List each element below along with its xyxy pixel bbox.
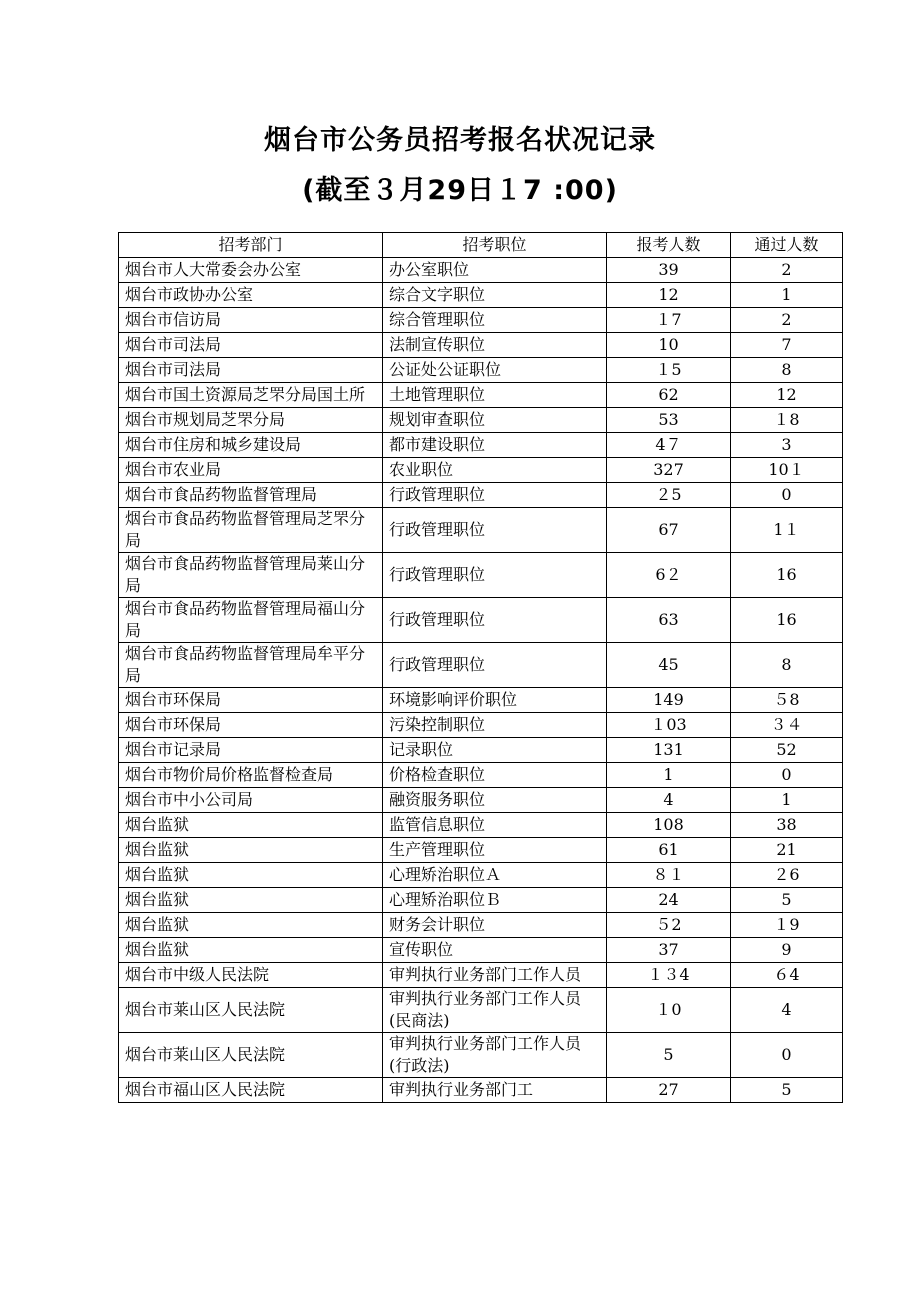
cell-department: 烟台市莱山区人民法院 <box>119 1033 383 1078</box>
cell-position: 都市建设职位 <box>383 433 607 458</box>
cell-position: 融资服务职位 <box>383 788 607 813</box>
cell-applicants: 61 <box>607 838 731 863</box>
cell-passed: 52 <box>731 738 843 763</box>
cell-position: 法制宣传职位 <box>383 333 607 358</box>
cell-position: 监管信息职位 <box>383 813 607 838</box>
cell-position: 记录职位 <box>383 738 607 763</box>
cell-position: 行政管理职位 <box>383 643 607 688</box>
table-body <box>119 258 843 1103</box>
cell-passed: 16 <box>731 553 843 598</box>
cell-position: 价格检查职位 <box>383 763 607 788</box>
cell-passed: ３４ <box>731 713 843 738</box>
table-row <box>119 888 843 913</box>
cell-department: 烟台监狱 <box>119 913 383 938</box>
cell-department: 烟台市住房和城乡建设局 <box>119 433 383 458</box>
cell-position: 审判执行业务部门工 <box>383 1078 607 1103</box>
cell-position: 生产管理职位 <box>383 838 607 863</box>
cell-department: 烟台市农业局 <box>119 458 383 483</box>
cell-department: 烟台市记录局 <box>119 738 383 763</box>
table-row <box>119 553 843 598</box>
table-row <box>119 738 843 763</box>
cell-passed: ２6 <box>731 863 843 888</box>
cell-applicants: 6２ <box>607 553 731 598</box>
cell-department: 烟台市食品药物监督管理局芝罘分局 <box>119 508 383 553</box>
cell-position: 公证处公证职位 <box>383 358 607 383</box>
cell-position: 规划审查职位 <box>383 408 607 433</box>
table-row <box>119 283 843 308</box>
cell-applicants: 10 <box>607 333 731 358</box>
table-row <box>119 433 843 458</box>
cell-applicants: 67 <box>607 508 731 553</box>
cell-applicants: 53 <box>607 408 731 433</box>
cell-department: 烟台监狱 <box>119 938 383 963</box>
table-row <box>119 408 843 433</box>
cell-applicants: 131 <box>607 738 731 763</box>
table-row <box>119 813 843 838</box>
cell-passed: 7 <box>731 333 843 358</box>
cell-position: 心理矫治职位Ａ <box>383 863 607 888</box>
records-table <box>118 232 843 1103</box>
cell-passed: 38 <box>731 813 843 838</box>
table-row <box>119 688 843 713</box>
cell-passed: 2 <box>731 308 843 333</box>
cell-department: 烟台市信访局 <box>119 308 383 333</box>
cell-passed: ６4 <box>731 963 843 988</box>
cell-passed: １9 <box>731 913 843 938</box>
cell-applicants: ８１ <box>607 863 731 888</box>
cell-department: 烟台市食品药物监督管理局 <box>119 483 383 508</box>
table-row <box>119 963 843 988</box>
cell-department: 烟台监狱 <box>119 888 383 913</box>
header-department: 招考部门 <box>119 233 383 258</box>
cell-applicants: 1 <box>607 763 731 788</box>
cell-applicants: 39 <box>607 258 731 283</box>
cell-department: 烟台市福山区人民法院 <box>119 1078 383 1103</box>
cell-department: 烟台市环保局 <box>119 713 383 738</box>
cell-department: 烟台市食品药物监督管理局牟平分局 <box>119 643 383 688</box>
cell-applicants: １5 <box>607 358 731 383</box>
cell-applicants: 12 <box>607 283 731 308</box>
cell-position: 行政管理职位 <box>383 553 607 598</box>
cell-position: 行政管理职位 <box>383 598 607 643</box>
table-row <box>119 383 843 408</box>
cell-passed: 8 <box>731 358 843 383</box>
cell-position: 污染控制职位 <box>383 713 607 738</box>
cell-passed: １8 <box>731 408 843 433</box>
cell-department: 烟台市人大常委会办公室 <box>119 258 383 283</box>
cell-passed: 1１ <box>731 508 843 553</box>
table-row <box>119 458 843 483</box>
cell-passed: 3 <box>731 433 843 458</box>
cell-applicants: １7 <box>607 308 731 333</box>
header-passed: 通过人数 <box>731 233 843 258</box>
cell-position: 土地管理职位 <box>383 383 607 408</box>
cell-applicants: 4７ <box>607 433 731 458</box>
header-position: 招考职位 <box>383 233 607 258</box>
table-row <box>119 913 843 938</box>
page-subtitle: (截至３月29日１7 :00) <box>302 175 618 206</box>
header-applicants: 报考人数 <box>607 233 731 258</box>
cell-department: 烟台市政协办公室 <box>119 283 383 308</box>
cell-position: 宣传职位 <box>383 938 607 963</box>
cell-department: 烟台监狱 <box>119 813 383 838</box>
cell-department: 烟台市司法局 <box>119 333 383 358</box>
cell-passed: 8 <box>731 643 843 688</box>
table-row <box>119 483 843 508</box>
table-row <box>119 508 843 553</box>
cell-department: 烟台市食品药物监督管理局莱山分局 <box>119 553 383 598</box>
cell-passed: ５8 <box>731 688 843 713</box>
table-row <box>119 1033 843 1078</box>
cell-passed: 21 <box>731 838 843 863</box>
cell-applicants: 24 <box>607 888 731 913</box>
table-row <box>119 598 843 643</box>
cell-passed: 16 <box>731 598 843 643</box>
cell-passed: 12 <box>731 383 843 408</box>
cell-department: 烟台监狱 <box>119 863 383 888</box>
cell-position: 综合管理职位 <box>383 308 607 333</box>
table-row <box>119 713 843 738</box>
cell-applicants: 4 <box>607 788 731 813</box>
cell-department: 烟台市物价局价格监督检查局 <box>119 763 383 788</box>
table-row <box>119 838 843 863</box>
cell-applicants: 108 <box>607 813 731 838</box>
table-row <box>119 788 843 813</box>
cell-position: 审判执行业务部门工作人员 <box>383 963 607 988</box>
cell-applicants: 45 <box>607 643 731 688</box>
cell-department: 烟台市司法局 <box>119 358 383 383</box>
table-row <box>119 643 843 688</box>
cell-passed: 9 <box>731 938 843 963</box>
cell-passed: 5 <box>731 1078 843 1103</box>
cell-passed: 5 <box>731 888 843 913</box>
cell-passed: 0 <box>731 763 843 788</box>
cell-position: 农业职位 <box>383 458 607 483</box>
table-row <box>119 988 843 1033</box>
cell-department: 烟台监狱 <box>119 838 383 863</box>
cell-applicants: ５2 <box>607 913 731 938</box>
cell-department: 烟台市规划局芝罘分局 <box>119 408 383 433</box>
page-title: 烟台市公务员招考报名状况记录 <box>264 125 656 156</box>
cell-position: 行政管理职位 <box>383 508 607 553</box>
cell-applicants: 27 <box>607 1078 731 1103</box>
table-row <box>119 358 843 383</box>
table-row <box>119 258 843 283</box>
cell-position: 审判执行业务部门工作人员(行政法) <box>383 1033 607 1078</box>
table-row <box>119 308 843 333</box>
cell-department: 烟台市环保局 <box>119 688 383 713</box>
cell-applicants: 5 <box>607 1033 731 1078</box>
cell-passed: 10１ <box>731 458 843 483</box>
cell-position: 财务会计职位 <box>383 913 607 938</box>
cell-applicants: ２5 <box>607 483 731 508</box>
cell-position: 审判执行业务部门工作人员(民商法) <box>383 988 607 1033</box>
cell-passed: 0 <box>731 1033 843 1078</box>
cell-passed: 1 <box>731 283 843 308</box>
cell-passed: 1 <box>731 788 843 813</box>
cell-department: 烟台市中小公司局 <box>119 788 383 813</box>
table-row <box>119 763 843 788</box>
table-row <box>119 938 843 963</box>
cell-passed: 4 <box>731 988 843 1033</box>
cell-applicants: 149 <box>607 688 731 713</box>
cell-position: 环境影响评价职位 <box>383 688 607 713</box>
cell-position: 办公室职位 <box>383 258 607 283</box>
table-row <box>119 1078 843 1103</box>
table-header-row <box>119 233 843 258</box>
cell-applicants: １0 <box>607 988 731 1033</box>
cell-applicants: 37 <box>607 938 731 963</box>
cell-department: 烟台市国土资源局芝罘分局国土所 <box>119 383 383 408</box>
cell-passed: 0 <box>731 483 843 508</box>
cell-position: 心理矫治职位Ｂ <box>383 888 607 913</box>
cell-applicants: 62 <box>607 383 731 408</box>
cell-applicants: 327 <box>607 458 731 483</box>
cell-department: 烟台市莱山区人民法院 <box>119 988 383 1033</box>
cell-position: 行政管理职位 <box>383 483 607 508</box>
cell-applicants: １03 <box>607 713 731 738</box>
table-row <box>119 863 843 888</box>
cell-applicants: 63 <box>607 598 731 643</box>
cell-department: 烟台市中级人民法院 <box>119 963 383 988</box>
table-row <box>119 333 843 358</box>
cell-passed: 2 <box>731 258 843 283</box>
cell-position: 综合文字职位 <box>383 283 607 308</box>
cell-applicants: １３4 <box>607 963 731 988</box>
cell-department: 烟台市食品药物监督管理局福山分局 <box>119 598 383 643</box>
